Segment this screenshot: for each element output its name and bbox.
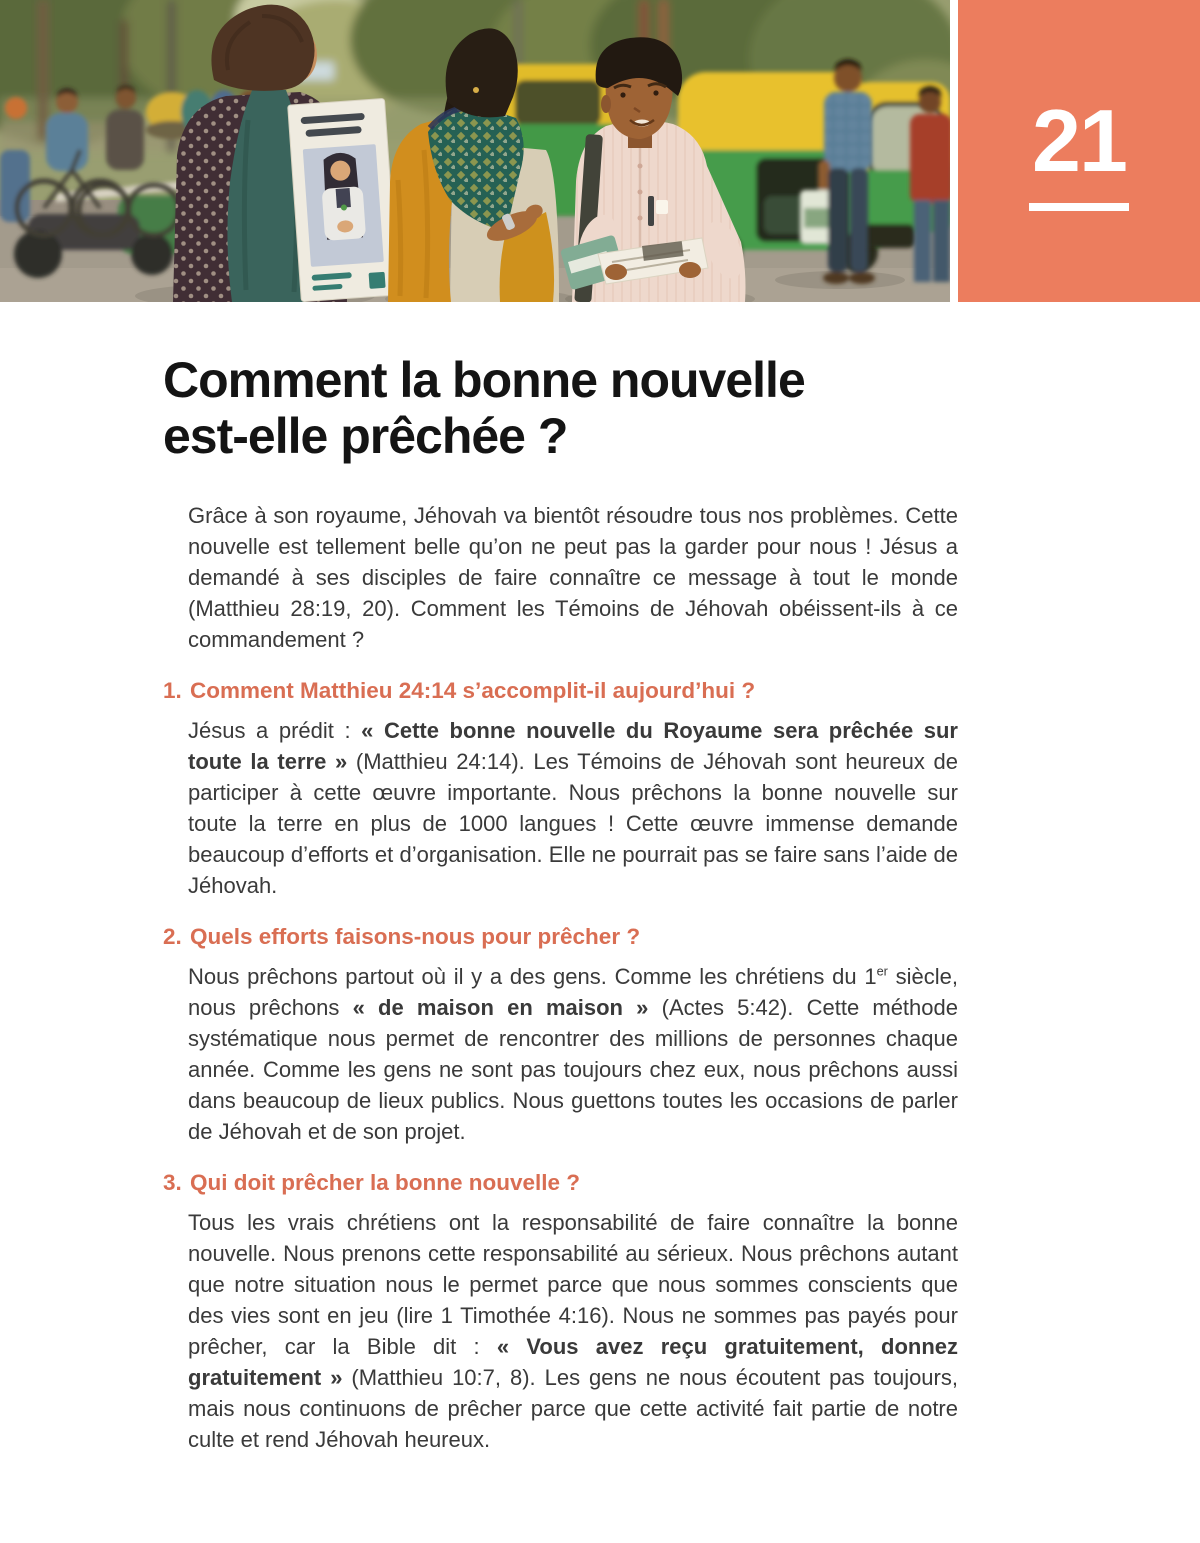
section-3-number: 3.	[163, 1170, 182, 1195]
section-2-heading	[163, 923, 958, 951]
section-1	[163, 677, 958, 901]
section-1-heading-text: Comment Matthieu 24:14 s’accomplit-il aujourd’hui ?	[190, 678, 756, 703]
lesson-article	[163, 352, 958, 1455]
section-3-heading-text: Qui doit prêcher la bonne nouvelle ?	[190, 1170, 581, 1195]
lesson-number-badge	[958, 0, 1200, 302]
section-1-paragraph: Jésus a prédit : « Cette bonne nouvelle du Royaume sera prêchée sur toute la terre » (Matthieu 24:14). Les Témoins de Jéhovah sont heureux de participer à cette œuvre importante. Nous prêchons la bonne nouvelle sur toute la terre en plus de 1000 langues ! Cette œuvre immense demande beaucoup d’efforts et d’organisation. Elle ne pourrait pas se faire sans l’aide de Jéhovah.	[188, 718, 958, 898]
section-2-number: 2.	[163, 924, 182, 949]
section-2	[163, 923, 958, 1147]
section-1-number: 1.	[163, 678, 182, 703]
section-3-paragraph: Tous les vrais chrétiens ont la responsabilité de faire connaître la bonne nouvelle. Nous prenons cette responsabilité au sérieux. Nous prêchons autant que notre situation nous le permet parce que nous sommes conscients que des vies sont en jeu (lire 1 Timothée 4:16). Nous ne sommes pas payés pour prêcher, car la Bible dit : « Vous avez reçu gratuitement, donnez gratuitement » (Matthieu 10:7, 8). Les gens ne nous écoutent pas toujours, mais nous continuons de prêcher parce que cette activité fait partie de notre culte et rend Jéhovah heureux.	[188, 1210, 958, 1452]
header-photo	[0, 0, 950, 302]
page-title-line-2: est-elle prêchée ?	[163, 408, 568, 464]
section-2-heading-text: Quels efforts faisons-nous pour prêcher ?	[190, 924, 641, 949]
section-3	[163, 1169, 958, 1455]
lesson-number-underline	[1029, 203, 1129, 211]
lesson-number: 21	[1032, 91, 1126, 190]
page-title	[163, 352, 958, 464]
page-title-line-1: Comment la bonne nouvelle	[163, 352, 805, 408]
street-preaching-scene	[0, 0, 950, 302]
intro-paragraph: Grâce à son royaume, Jéhovah va bientôt résoudre tous nos problèmes. Cette nouvelle est tellement belle qu’on ne peut pas la garder pour nous ! Jésus a demandé à ses disciples de faire connaître ce message à tout le monde (Matthieu 28:19, 20). Comment les Témoins de Jéhovah obéissent-ils à ce commandement ?	[188, 503, 958, 652]
section-2-paragraph: Nous prêchons partout où il y a des gens. Comme les chrétiens du 1er siècle, nous prêchons « de maison en maison » (Actes 5:42). Cette méthode systématique nous permet de rencontrer des millions de personnes chaque année. Comme les gens ne sont pas toujours chez eux, nous prêchons aussi dans beaucoup de lieux publics. Nous guettons toutes les occasions de parler de Jéhovah et de son projet.	[188, 963, 958, 1144]
section-1-heading	[163, 677, 958, 705]
section-3-heading	[163, 1169, 958, 1197]
